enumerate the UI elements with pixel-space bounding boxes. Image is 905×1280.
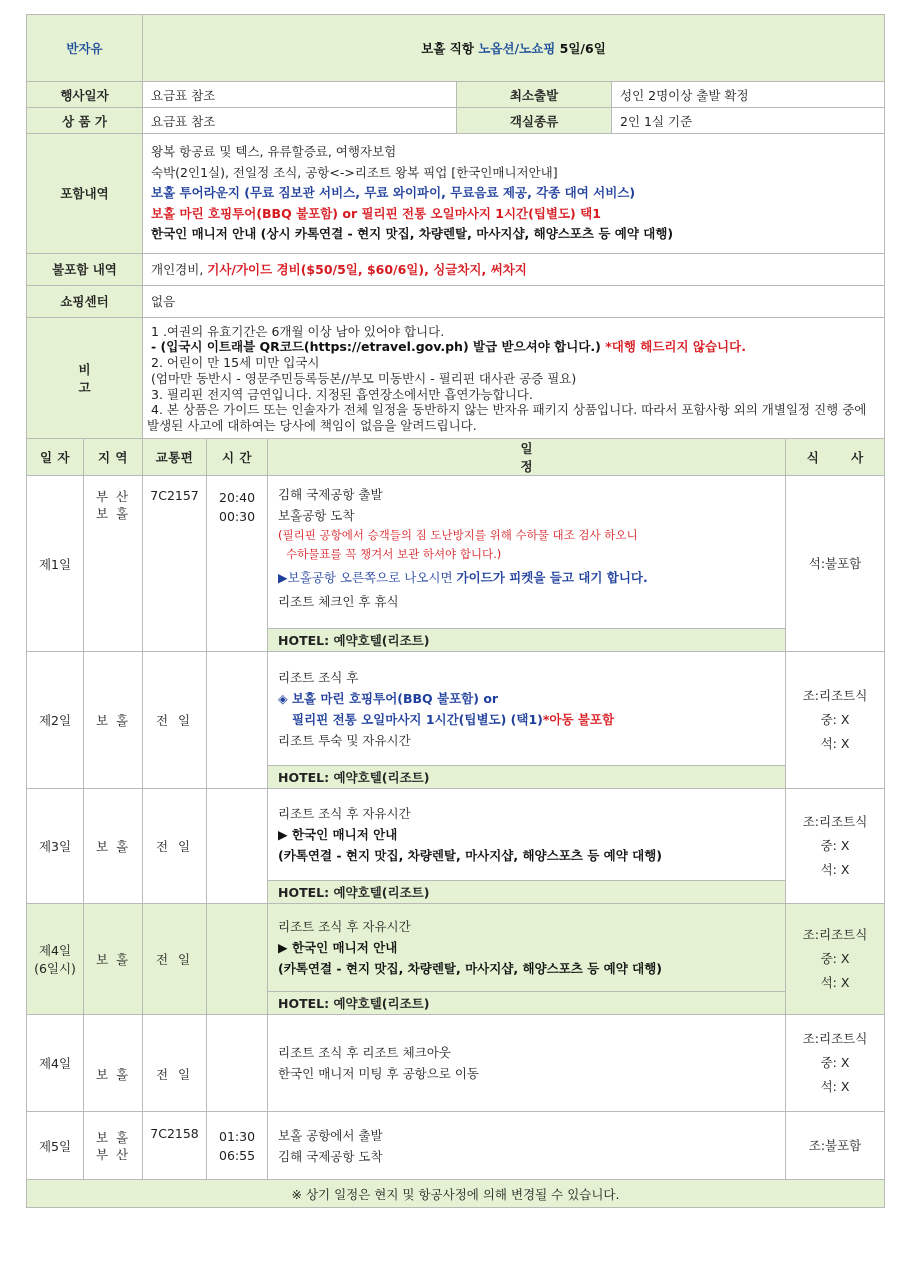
included-line: 보홀 투어라운지 (무료 짐보관 서비스, 무료 와이파이, 무료음료 제공, 각종 대여 서비스) <box>151 185 636 200</box>
child-exclusion: *아동 불포함 <box>542 711 615 727</box>
excluded-label: 불포함 내역 <box>27 253 143 285</box>
note-etravel: - (입국시 이트래블 QR코드(https://etravel.gov.ph) 발급 받으셔야 합니다.) <box>151 339 601 355</box>
itinerary-document <box>26 14 884 1208</box>
day-label: 제4일 <box>27 1015 84 1112</box>
transport-cell: 전 일 <box>143 1015 207 1112</box>
meal-dinner: 석: X <box>820 862 850 878</box>
included-line: 한국인 매니저 안내 (상시 카톡연결 - 현지 맛집, 차량렌탈, 마사지샵, 해양스포츠 등 예약 대행) <box>151 226 674 241</box>
meal-breakfast: 조:리조트식 <box>802 688 868 704</box>
header-transport: 교통편 <box>143 439 207 476</box>
included-line: 왕복 항공료 및 텍스, 유류할증료, 여행자보험 <box>151 144 397 159</box>
included-line: 보홀 마린 호핑투어(BBQ 불포함) or 필리핀 전통 오일마사지 1시간(팁별도) 택1 <box>151 205 601 221</box>
headline-prefix: 보홀 직항 <box>421 41 474 56</box>
region-cell: 보 홀 <box>84 904 143 1015</box>
meal-cell <box>786 652 885 789</box>
meal-lunch: 중: X <box>820 838 850 854</box>
itinerary-line: 김해 국제공항 출발 <box>278 487 383 503</box>
transport-cell: 전 일 <box>143 789 207 904</box>
meal-lunch: 중: X <box>820 712 850 728</box>
note-no-proxy: *대행 해드리지 않습니다. <box>600 339 746 355</box>
region-cell: 보 홀 <box>84 652 143 789</box>
itinerary-line: ▶ 한국인 매니저 안내 <box>278 827 398 843</box>
itinerary-cell <box>268 476 786 629</box>
min-depart-value: 성인 2명이상 출발 확정 <box>612 82 885 108</box>
day-row <box>27 652 885 766</box>
itinerary-option: ◈ 보홀 마린 호핑투어(BBQ 불포함) or <box>278 690 499 706</box>
price-label: 상 품 가 <box>27 108 143 134</box>
footer-note: ※ 상기 일정은 현지 및 항공사정에 의해 변경될 수 있습니다. <box>27 1180 885 1208</box>
itinerary-line <box>278 567 775 588</box>
tour-date-value: 요금표 참조 <box>143 82 457 108</box>
itinerary-line: 보홀 공항에서 출발 <box>278 1127 383 1143</box>
note-line: 1 .여권의 유효기간은 6개월 이상 남아 있어야 합니다. <box>151 323 445 339</box>
itinerary-cell <box>268 789 786 881</box>
meal-lunch: 중: X <box>820 1055 850 1071</box>
day-row <box>27 789 885 881</box>
itinerary-table <box>26 14 885 1208</box>
headline-highlight: 노옵션/노쇼핑 <box>478 41 556 56</box>
info-row-included <box>27 134 885 254</box>
day-label: 제2일 <box>27 652 84 789</box>
day-row <box>27 1112 885 1180</box>
day-label-main: 제4일 <box>38 943 72 959</box>
time-cell <box>207 1015 268 1112</box>
room-label: 객실종류 <box>457 108 612 134</box>
included-list <box>143 134 885 254</box>
transport-cell: 7C2158 <box>143 1112 207 1180</box>
itinerary-line: ▶ 한국인 매니저 안내 <box>278 940 398 956</box>
itinerary-line: (카톡연결 - 현지 맛집, 차량렌탈, 마사지샵, 해양스포츠 등 예약 대행) <box>278 961 662 977</box>
day-label: 제3일 <box>27 789 84 904</box>
room-value: 2인 1실 기준 <box>612 108 885 134</box>
transport-cell: 전 일 <box>143 652 207 789</box>
hotel-label: HOTEL: 예약호텔(리조트) <box>268 881 786 904</box>
transport-cell: 7C2157 <box>143 476 207 652</box>
brand-label: 반자유 <box>27 15 143 82</box>
time-cell <box>207 476 268 652</box>
itinerary-line: 김해 국제공항 도착 <box>278 1148 383 1164</box>
hotel-label: HOTEL: 예약호텔(리조트) <box>268 629 786 652</box>
hotel-label: HOTEL: 예약호텔(리조트) <box>268 766 786 789</box>
excluded-plain: 개인경비, <box>151 262 208 277</box>
itinerary-cell <box>268 904 786 992</box>
region-cell: 보 홀 <box>84 789 143 904</box>
note-line: 3. 필리핀 전지역 금연입니다. 지정된 흡연장소에서만 흡연가능합니다. <box>151 386 533 402</box>
note-line: 2. 어린이 만 15세 미만 입국시 <box>151 355 320 371</box>
meal-cell <box>786 904 885 1015</box>
day-row <box>27 904 885 992</box>
time-depart: 20:40 <box>219 490 256 506</box>
itinerary-line: 리조트 조식 후 자유시간 <box>278 806 411 822</box>
time-cell <box>207 789 268 904</box>
itinerary-warning: 수하물표를 꼭 챙겨서 보관 하셔야 합니다.) <box>286 547 502 562</box>
meal-dinner: 석: X <box>820 1079 850 1095</box>
header-time: 시 간 <box>207 439 268 476</box>
meal-dinner: 석: X <box>820 736 850 752</box>
region-depart: 부 산 <box>95 489 131 505</box>
notes-list <box>143 317 885 439</box>
excluded-value <box>143 253 885 285</box>
itinerary-line: 리조트 조식 후 리조트 체크아웃 <box>278 1045 451 1061</box>
itinerary-line: 리조트 체크인 후 휴식 <box>278 594 399 610</box>
price-value: 요금표 참조 <box>143 108 457 134</box>
region-cell <box>84 476 143 652</box>
day-label-note: (6일시) <box>34 961 76 977</box>
time-cell <box>207 652 268 789</box>
day-row <box>27 1015 885 1112</box>
guide-notice: ▶보홀공항 오른쪽으로 나오시면 <box>278 570 457 586</box>
guide-notice-bold: 가이드가 피켓을 들고 대기 합니다. <box>456 570 648 586</box>
itinerary-line: (카톡연결 - 현지 맛집, 차량렌탈, 마사지샵, 해양스포츠 등 예약 대행) <box>278 848 662 864</box>
time-arrive: 06:55 <box>219 1147 256 1163</box>
footer-row <box>27 1180 885 1208</box>
page-title <box>143 15 885 82</box>
included-line: 숙박(2인1실), 전일정 조식, 공항<->리조트 왕복 픽업 [한국인매니저안내] <box>151 164 558 180</box>
meal-cell: 석:불포함 <box>786 476 885 652</box>
day-label <box>27 904 84 1015</box>
region-depart: 보 홀 <box>95 1129 131 1145</box>
info-row-notes <box>27 317 885 439</box>
info-row-price <box>27 108 885 134</box>
region-cell: 보 홀 <box>84 1015 143 1112</box>
itinerary-line: 리조트 조식 후 <box>278 669 359 685</box>
info-row-shopping <box>27 285 885 317</box>
meal-breakfast: 조:리조트식 <box>802 814 868 830</box>
hotel-label: HOTEL: 예약호텔(리조트) <box>268 992 786 1015</box>
day-row <box>27 476 885 629</box>
time-arrive: 00:30 <box>219 509 256 525</box>
min-depart-label: 최소출발 <box>457 82 612 108</box>
time-cell <box>207 1112 268 1180</box>
region-arrive: 부 산 <box>95 1146 131 1162</box>
itinerary-option <box>278 709 614 730</box>
massage-option: 필리핀 전통 오일마사지 1시간(팁별도) (택1) <box>292 711 543 727</box>
transport-cell: 전 일 <box>143 904 207 1015</box>
note-line: 4. 본 상품은 가이드 또는 인솔자가 전체 일정을 동반하지 않는 반자유 패키지 상품입니다. 따라서 포함사항 외의 개별일정 진행 중에 발생된 사고에 대하여는 당사에 책임이 없음을 알려드립니다. <box>147 402 867 434</box>
itinerary-cell <box>268 1015 786 1112</box>
header-region: 지 역 <box>84 439 143 476</box>
itinerary-line: 리조트 투숙 및 자유시간 <box>278 732 411 748</box>
note-line: (엄마만 동반시 - 영문주민등록등본//부모 미동반시 - 필리핀 대사관 공증 필요) <box>151 370 577 386</box>
meal-lunch: 중: X <box>820 951 850 967</box>
itinerary-cell <box>268 652 786 766</box>
note-line <box>147 339 880 355</box>
meal-dinner: 석: X <box>820 975 850 991</box>
itinerary-warning: (필리핀 공항에서 승객들의 짐 도난방지를 위해 수하물 대조 검사 하오니 <box>278 528 638 543</box>
header-meals: 식 사 <box>786 439 885 476</box>
shopping-value: 없음 <box>143 285 885 317</box>
schedule-header <box>27 439 885 476</box>
headline-suffix: 5일/6일 <box>559 41 606 56</box>
info-row-excluded <box>27 253 885 285</box>
itinerary-cell <box>268 1112 786 1180</box>
info-row-date <box>27 82 885 108</box>
shopping-label: 쇼핑센터 <box>27 285 143 317</box>
meal-cell <box>786 789 885 904</box>
notes-label: 비 고 <box>27 317 143 439</box>
region-cell <box>84 1112 143 1180</box>
day-label: 제1일 <box>27 476 84 652</box>
meal-breakfast: 조:리조트식 <box>802 1031 868 1047</box>
header-day: 일 자 <box>27 439 84 476</box>
itinerary-line: 리조트 조식 후 자유시간 <box>278 919 411 935</box>
header-itinerary: 일 정 <box>268 439 786 476</box>
itinerary-line: 한국인 매니저 미팅 후 공항으로 이동 <box>278 1066 480 1082</box>
itinerary-line: 보홀공항 도착 <box>278 508 355 524</box>
meal-cell: 조:불포함 <box>786 1112 885 1180</box>
day-label: 제5일 <box>27 1112 84 1180</box>
meal-cell <box>786 1015 885 1112</box>
time-depart: 01:30 <box>219 1128 256 1144</box>
included-label: 포함내역 <box>27 134 143 254</box>
time-cell <box>207 904 268 1015</box>
region-arrive: 보 홀 <box>95 506 131 522</box>
title-row <box>27 15 885 82</box>
tour-date-label: 행사일자 <box>27 82 143 108</box>
excluded-red: 기사/가이드 경비($50/5일, $60/6일), 싱글차지, 써차지 <box>207 262 527 277</box>
meal-breakfast: 조:리조트식 <box>802 927 868 943</box>
